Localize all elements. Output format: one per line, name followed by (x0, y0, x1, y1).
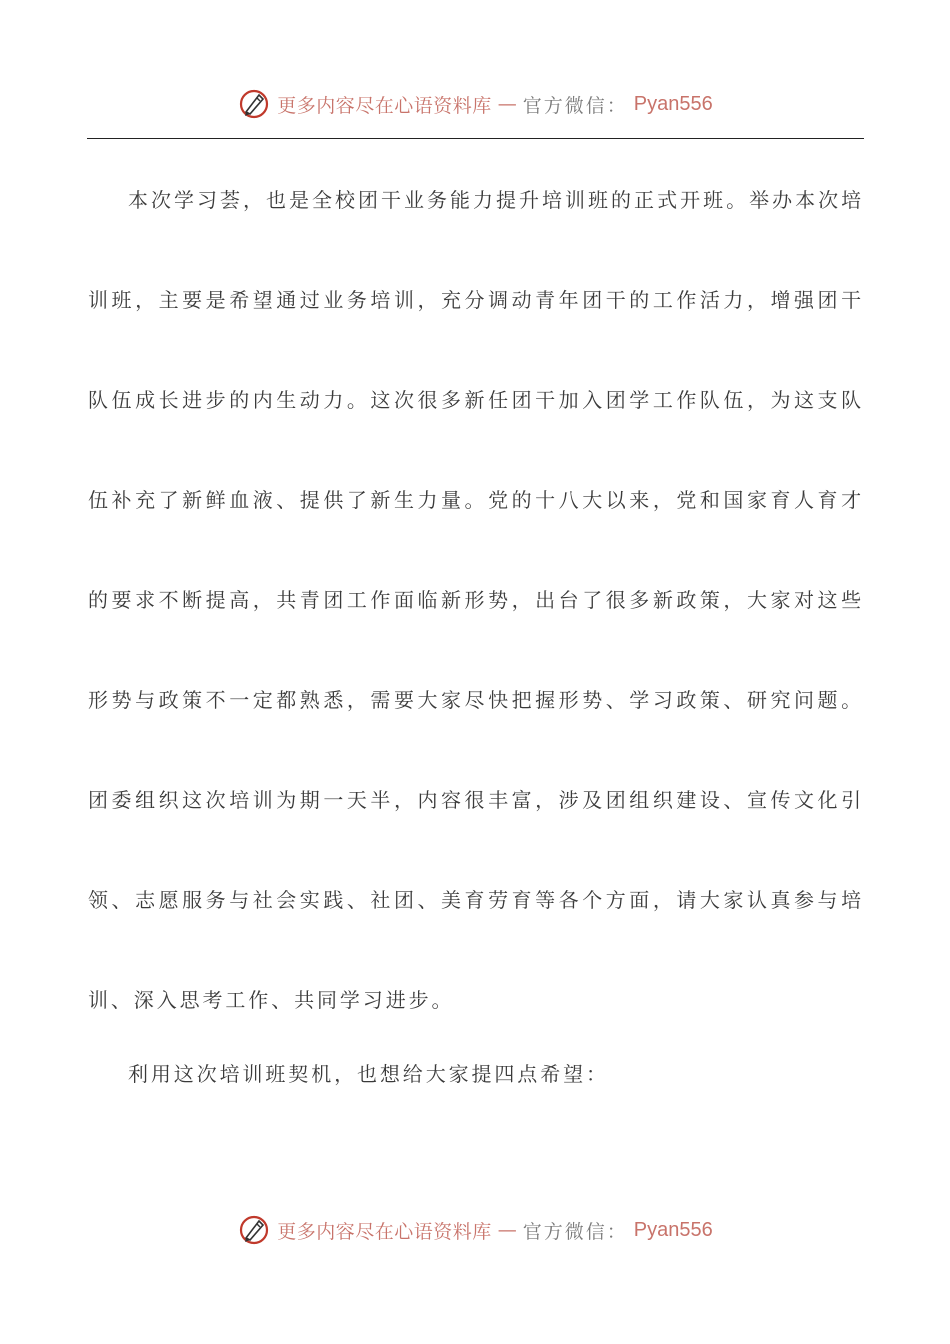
footer-separator: — (497, 1219, 517, 1241)
header-wechat-label: 官方微信： (522, 94, 628, 117)
footer-wechat-id: Pyan556 (633, 1218, 713, 1241)
pen-nib-logo-icon (237, 87, 271, 121)
document-body (88, 150, 864, 1124)
pen-nib-logo-icon (237, 1213, 271, 1247)
footer-banner (0, 1210, 950, 1250)
footer-wechat-label: 官方微信： (522, 1220, 628, 1243)
header-banner (0, 84, 950, 124)
body-paragraph-2: 利用这次培训班契机，也想给大家提四点希望： (128, 1062, 609, 1086)
header-wechat-id: Pyan556 (633, 92, 713, 115)
body-paragraph-1: 本次学习荟，也是全校团干业务能力提升培训班的正式开班。举办本次培训班，主要是希望通过业务培训，充分调动青年团干的工作活力，增强团干队伍成长进步的内生动力。这次很多新任团干加入团学工作队伍，为这支队伍补充了新鲜血液、提供了新生力量。党的十八大以来，党和国家育人育才的要求不断提高，共青团工作面临新形势，出台了很多新政策，大家对这些形势与政策不一定都熟悉，需要大家尽快把握形势、学习政策、研究问题。团委组织这次培训为期一天半，内容很丰富，涉及团组织建设、宣传文化引领、志愿服务与社会实践、社团、美育劳育等各个方面，请大家认真参与培训、深入思考工作、共同学习进步。 (88, 188, 864, 1012)
header-site-text: 更多内容尽在心语资料库 (277, 94, 492, 117)
header-divider (87, 138, 864, 139)
footer-site-text: 更多内容尽在心语资料库 (277, 1220, 492, 1243)
header-separator: — (497, 93, 517, 115)
